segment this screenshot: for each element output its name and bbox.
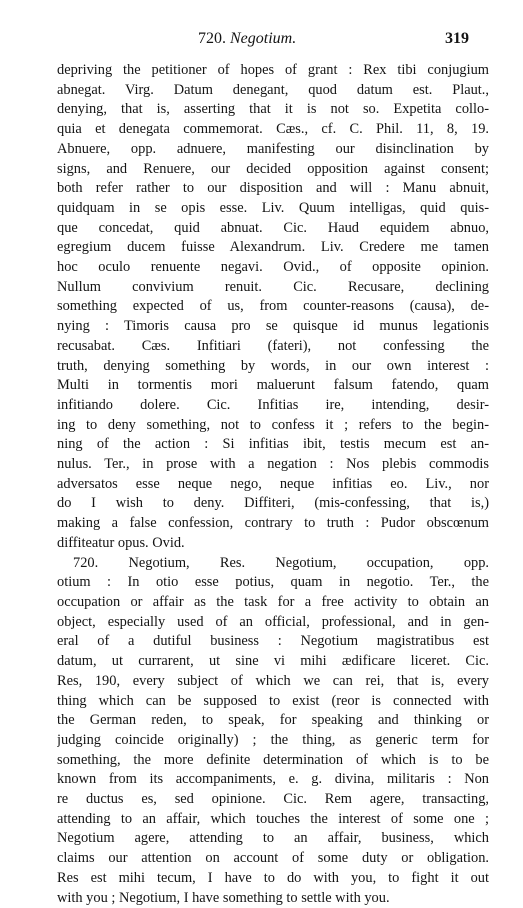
- text-line: 720. Negotium, Res. Negotium, occupation, opp.: [73, 554, 489, 571]
- text-line: que concedat, quid abnuat. Cic. Haud equidem abnuo,: [57, 219, 489, 236]
- text-line: attending to an affair, which touches the interest of some one ;: [57, 810, 489, 827]
- text-line: object, especially used of an official, professional, and in gen-: [57, 613, 489, 630]
- text-line: re ductus es, sed opinione. Cic. Rem agere, transacting,: [57, 791, 489, 808]
- page-body-text: [57, 61, 489, 908]
- text-line: ning of the action : Si infitias ibit, testis mecum est an-: [57, 436, 489, 453]
- text-line: claims our attention on account of some duty or obligation.: [57, 850, 489, 867]
- text-line: hoc oculo renuente negavi. Ovid., of opposite opinion.: [57, 259, 489, 276]
- text-line: denying, that is, asserting that it is not so. Expetita collo-: [57, 101, 489, 118]
- text-line: judging coincide originally) ; the thing, as generic term for: [57, 731, 489, 748]
- text-line: abnegat. Virg. Datum denegant, quod datum est. Plaut.,: [57, 81, 489, 98]
- text-line: with you ; Negotium, I have something to settle with you.: [57, 889, 390, 906]
- text-line: ing to deny something, not to confess it ; refers to the begin-: [57, 416, 489, 433]
- text-line: signs, and Renuere, our decided opposition against consent;: [57, 160, 489, 177]
- text-line: Multi in tormentis mori maluerunt falsum fatendo, quam: [57, 377, 489, 394]
- text-line: adversatos esse neque nego, neque infitias eo. Liv., nor: [57, 475, 489, 492]
- page-number: 319: [445, 30, 469, 47]
- text-line: Abnuere, opp. adnuere, manifesting our disinclination by: [57, 140, 489, 157]
- header-title: [198, 30, 296, 48]
- text-line: thing which can be supposed to exist (reor is connected with: [57, 692, 489, 709]
- text-line: quia et denegata commemorat. Cæs., cf. C. Phil. 11, 8, 19.: [57, 121, 489, 138]
- text-line: diffiteatur opus. Ovid.: [57, 534, 185, 551]
- header-section-number: 720.: [198, 30, 226, 47]
- text-line: infitiando dolere. Cic. Infitias ire, intending, desir-: [57, 396, 489, 413]
- text-line: otium : In otio esse potius, quam in negotio. Ter., the: [57, 574, 489, 591]
- text-line: depriving the petitioner of hopes of grant : Rex tibi conjugium: [57, 62, 489, 78]
- text-line: do I wish to deny. Diffiteri, (mis-confessing, that is,): [57, 495, 489, 512]
- text-line: datum, ut currarent, ut sine vi mihi ædificare liceret. Cic.: [57, 653, 489, 670]
- text-line: occupation or affair as the task for a free activity to obtain an: [57, 593, 489, 610]
- text-line: eral of a dutiful business : Negotium magistratibus est: [57, 633, 489, 650]
- text-line: quidquam in se opis esse. Liv. Quum intelligas, quid quis-: [57, 199, 489, 216]
- text-line: making a false confession, contrary to truth : Pudor obscœnum: [57, 515, 489, 532]
- text-line: egregium ducem fuisse Alexandrum. Liv. Credere me tamen: [57, 239, 489, 256]
- text-line: Res est mihi tecum, I have to do with you, to fight it out: [57, 869, 489, 886]
- text-line: nulus. Ter., in prose with a negation : Nos plebis commodis: [57, 456, 489, 473]
- text-line: Nullum convivium renuit. Cic. Recusare, declining: [57, 278, 489, 295]
- text-line: recusabat. Cæs. Infitiari (fateri), not confessing the: [57, 337, 489, 354]
- text-line: truth, denying something by words, in our own interest :: [57, 357, 489, 374]
- header-section-title: Negotium.: [230, 30, 297, 47]
- text-line: known from its accompaniments, e. g. divina, militaris : Non: [57, 771, 489, 788]
- text-line: both refer rather to our disposition and will : Manu abnuit,: [57, 180, 489, 197]
- text-line: something expected of us, from counter-reasons (causa), de-: [57, 298, 489, 315]
- text-line: the German reden, to speak, for speaking and thinking or: [57, 712, 489, 729]
- text-line: Negotium agere, attending to an affair, business, which: [57, 830, 489, 847]
- running-header: [0, 30, 523, 52]
- text-line: something, the more definite determination of which is to be: [57, 751, 489, 768]
- text-line: Res, 190, every subject of which we can rei, that is, every: [57, 672, 489, 689]
- text-line: nying : Timoris causa pro se quisque id munus legationis: [57, 318, 489, 335]
